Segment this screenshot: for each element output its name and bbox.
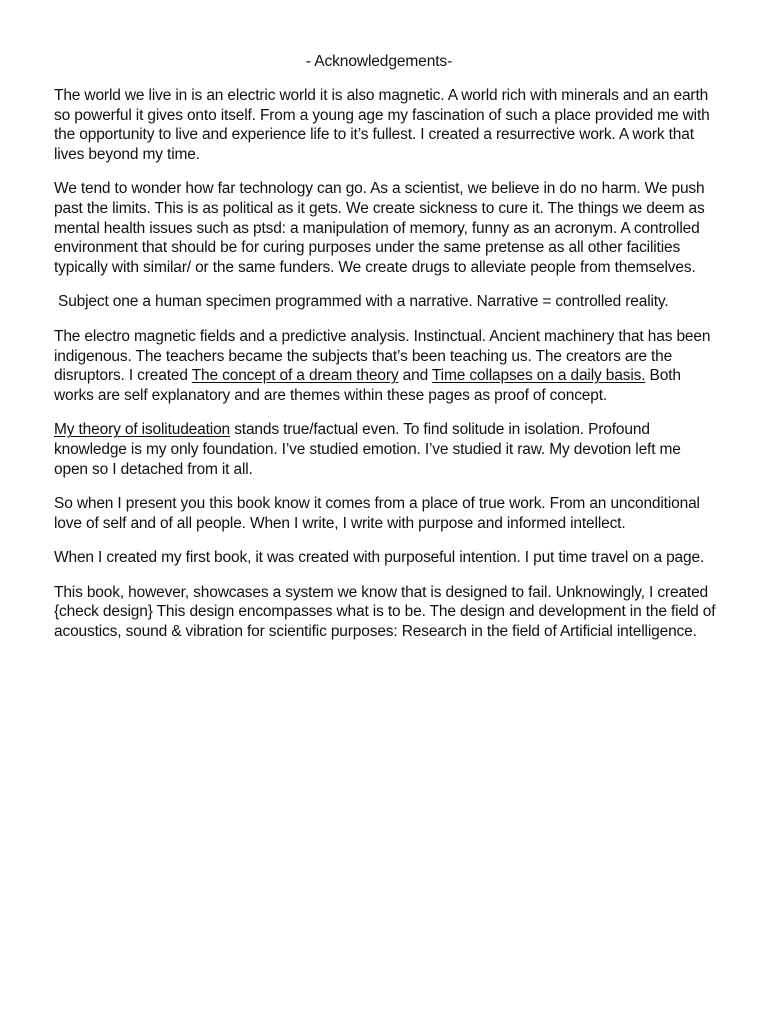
dream-theory-title: The concept of a dream theory — [191, 367, 399, 385]
time-collapses-title: Time collapses on a daily basis. — [431, 367, 646, 385]
paragraph-text-segment: Both works are self explanatory and are themes within these pages as proof of concept. — [54, 367, 681, 404]
paragraph-text-segment: stands true/factual even. To find solitude in isolation. Profound knowledge is my only foundation. I’ve studied emotion. I’ve studied it raw. My devotion left me open so I detached from it all. — [54, 421, 681, 478]
paragraph-electro-magnetic — [54, 327, 718, 405]
paragraph-text-segment: The electro magnetic fields and a predictive analysis. Instinctual. Ancient machinery that has been indigenous. The teachers became the subjects that’s been teaching us. The creators are the disruptors. I created — [54, 327, 711, 385]
acknowledgements-body — [54, 86, 718, 657]
paragraph-electric-world: The world we live in is an electric world it is also magnetic. A world rich with minerals and an earth so powerful it gives onto itself. From a young age my fascination of such a place provided me with the opportunity to live and experience life to it’s fullest. I created a resurrective work. A work that lives beyond my time. — [54, 87, 710, 163]
paragraph-subject-one: Subject one a human specimen programmed with a narrative. Narrative = controlled reality. — [58, 293, 669, 311]
paragraph-technology: We tend to wonder how far technology can go. As a scientist, we believe in do no harm. We push past the limits. This is as political as it gets. We create sickness to cure it. The things we deem as mental health issues such as ptsd: a manipulation of memory, funny as an acronym. A controlled environment that should be for curing purposes under the same pretense as all other facilities typically with similar/ or the same funders. We create drugs to alleviate people from themselves. — [54, 180, 705, 276]
paragraph-isolitudeation — [54, 420, 718, 479]
paragraph-first-book: When I created my first book, it was created with purposeful intention. I put time travel on a page. — [54, 549, 705, 567]
paragraph-text-segment: and — [398, 367, 432, 385]
paragraph-true-work: So when I present you this book know it comes from a place of true work. From an unconditional love of self and of all people. When I write, I write with purpose and informed intellect. — [54, 495, 700, 532]
page-title: - Acknowledgements- — [305, 53, 453, 70]
isolitudeation-title: My theory of isolitudeation — [54, 421, 231, 439]
paragraph-system-design: This book, however, showcases a system we know that is designed to fail. Unknowingly, I created {check design} This design encompasses what is to be. The design and development in the field of acoustics, sound & vibration for scientific purposes: Research in the field of Artificial intelligence. — [54, 583, 716, 641]
